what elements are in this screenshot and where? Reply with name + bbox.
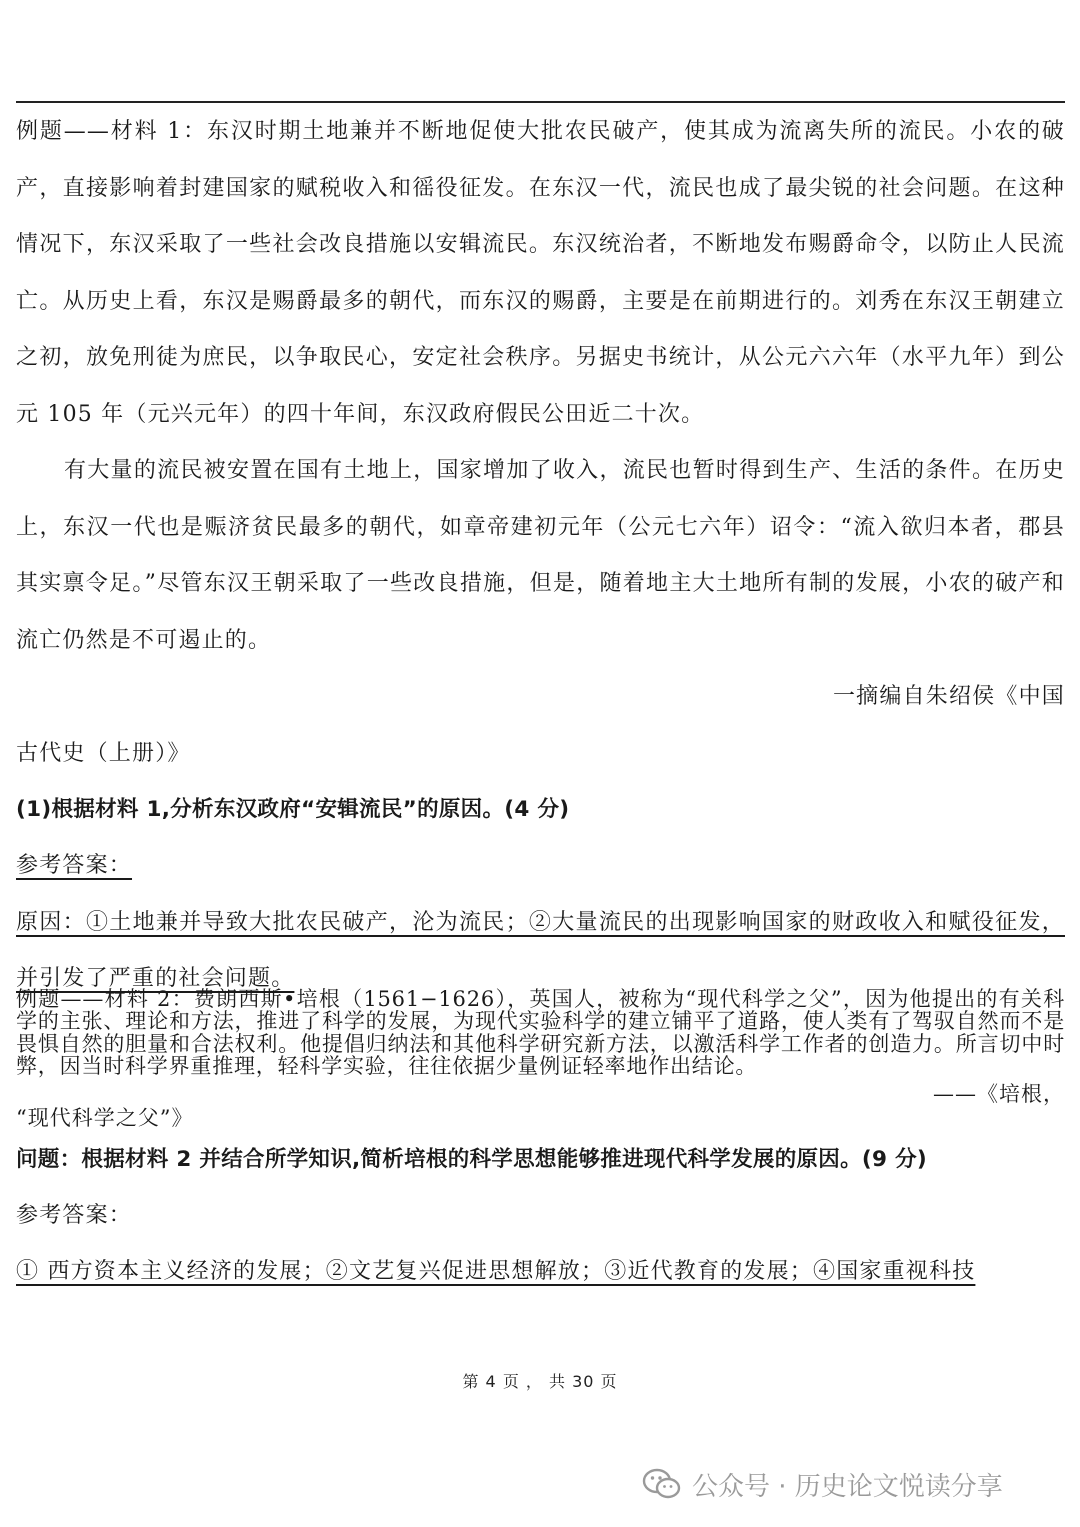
- answer-label-2: 参考答案：: [16, 1202, 133, 1228]
- document-body: [16, 104, 1065, 1301]
- material2-paragraph: 例题——材料 2：费朗西斯•培根（1561−1626），英国人，被称为“现代科学之父”，因为他提出的有关科学的主张、理论和方法，推进了科学的发展，为现代实验科学的建立铺平了道路，使人类有了驾驭自然而不是畏惧自然的胆量和合法权利。他提倡归纳法和其他科学研究新方法，以激活科学工作者的创造力。所言切中时弊，因当时科学界重推理，轻科学实验，往往依据少量例证轻率地作出结论。: [16, 986, 1065, 1078]
- watermark-text: 公众号 · 历史论文悦读分享: [692, 1471, 1003, 1502]
- material2-source-line1: ——《培根，: [933, 1081, 1065, 1106]
- material2-source-line2: “现代科学之父”》: [16, 1105, 194, 1130]
- top-rule: [16, 101, 1065, 103]
- watermark: [642, 1462, 1003, 1506]
- answer-label-1-text: 参考答案：: [16, 853, 133, 878]
- answer-label-1: [16, 838, 1065, 895]
- answer1-text: 原因：①土地兼并导致大批农民破产，沦为流民；②大量流民的出现影响国家的财政收入和赋役征发，并引发了严重的社会问题。: [16, 909, 1065, 991]
- material1-paragraph1: 例题——材料 1：东汉时期土地兼并不断地促使大批农民破产，使其成为流离失所的流民。小农的破产，直接影响着封建国家的赋税收入和徭役征发。在东汉一代，流民也成了最尖锐的社会问题。在这种情况下，东汉采取了一些社会改良措施以安辑流民。东汉统治者，不断地发布赐爵命令，以防止人民流亡。从历史上看，东汉是赐爵最多的朝代，而东汉的赐爵，主要是在前期进行的。刘秀在东汉王朝建立之初，放免刑徒为庶民，以争取民心，安定社会秩序。另据史书统计，从公元六六年（水平九年）到公元 105 年（元兴元年）的四十年间，东汉政府假民公田近二十次。: [16, 119, 1065, 427]
- question1: (1)根据材料 1,分析东汉政府“安辑流民”的原因。(4 分): [16, 797, 570, 822]
- material1-paragraph2: 有大量的流民被安置在国有土地上，国家增加了收入，流民也暂时得到生产、生活的条件。在历史上，东汉一代也是赈济贫民最多的朝代，如章帝建初元年（公元七六年）诏令：“流入欲归本者，郡县其实禀令足。”尽管东汉王朝采取了一些改良措施，但是，随着地主大土地所有制的发展，小农的破产和流亡仍然是不可遏止的。: [16, 458, 1065, 653]
- question2: 问题：根据材料 2 并结合所学知识,简析培根的科学思想能够推进现代科学发展的原因。(9 分): [16, 1146, 927, 1172]
- answer2-text: ① 西方资本主义经济的发展；②文艺复兴促进思想解放；③近代教育的发展；④国家重视科技: [16, 1259, 976, 1284]
- material1-source-line2: 古代史（上册）》: [16, 740, 191, 766]
- answer2: [16, 1244, 1065, 1301]
- page-footer: 第 4 页 ， 共 30 页: [462, 1372, 618, 1391]
- wechat-icon: [642, 1467, 682, 1501]
- material1-source-line1: 一摘编自朱绍侯《中国: [832, 684, 1065, 709]
